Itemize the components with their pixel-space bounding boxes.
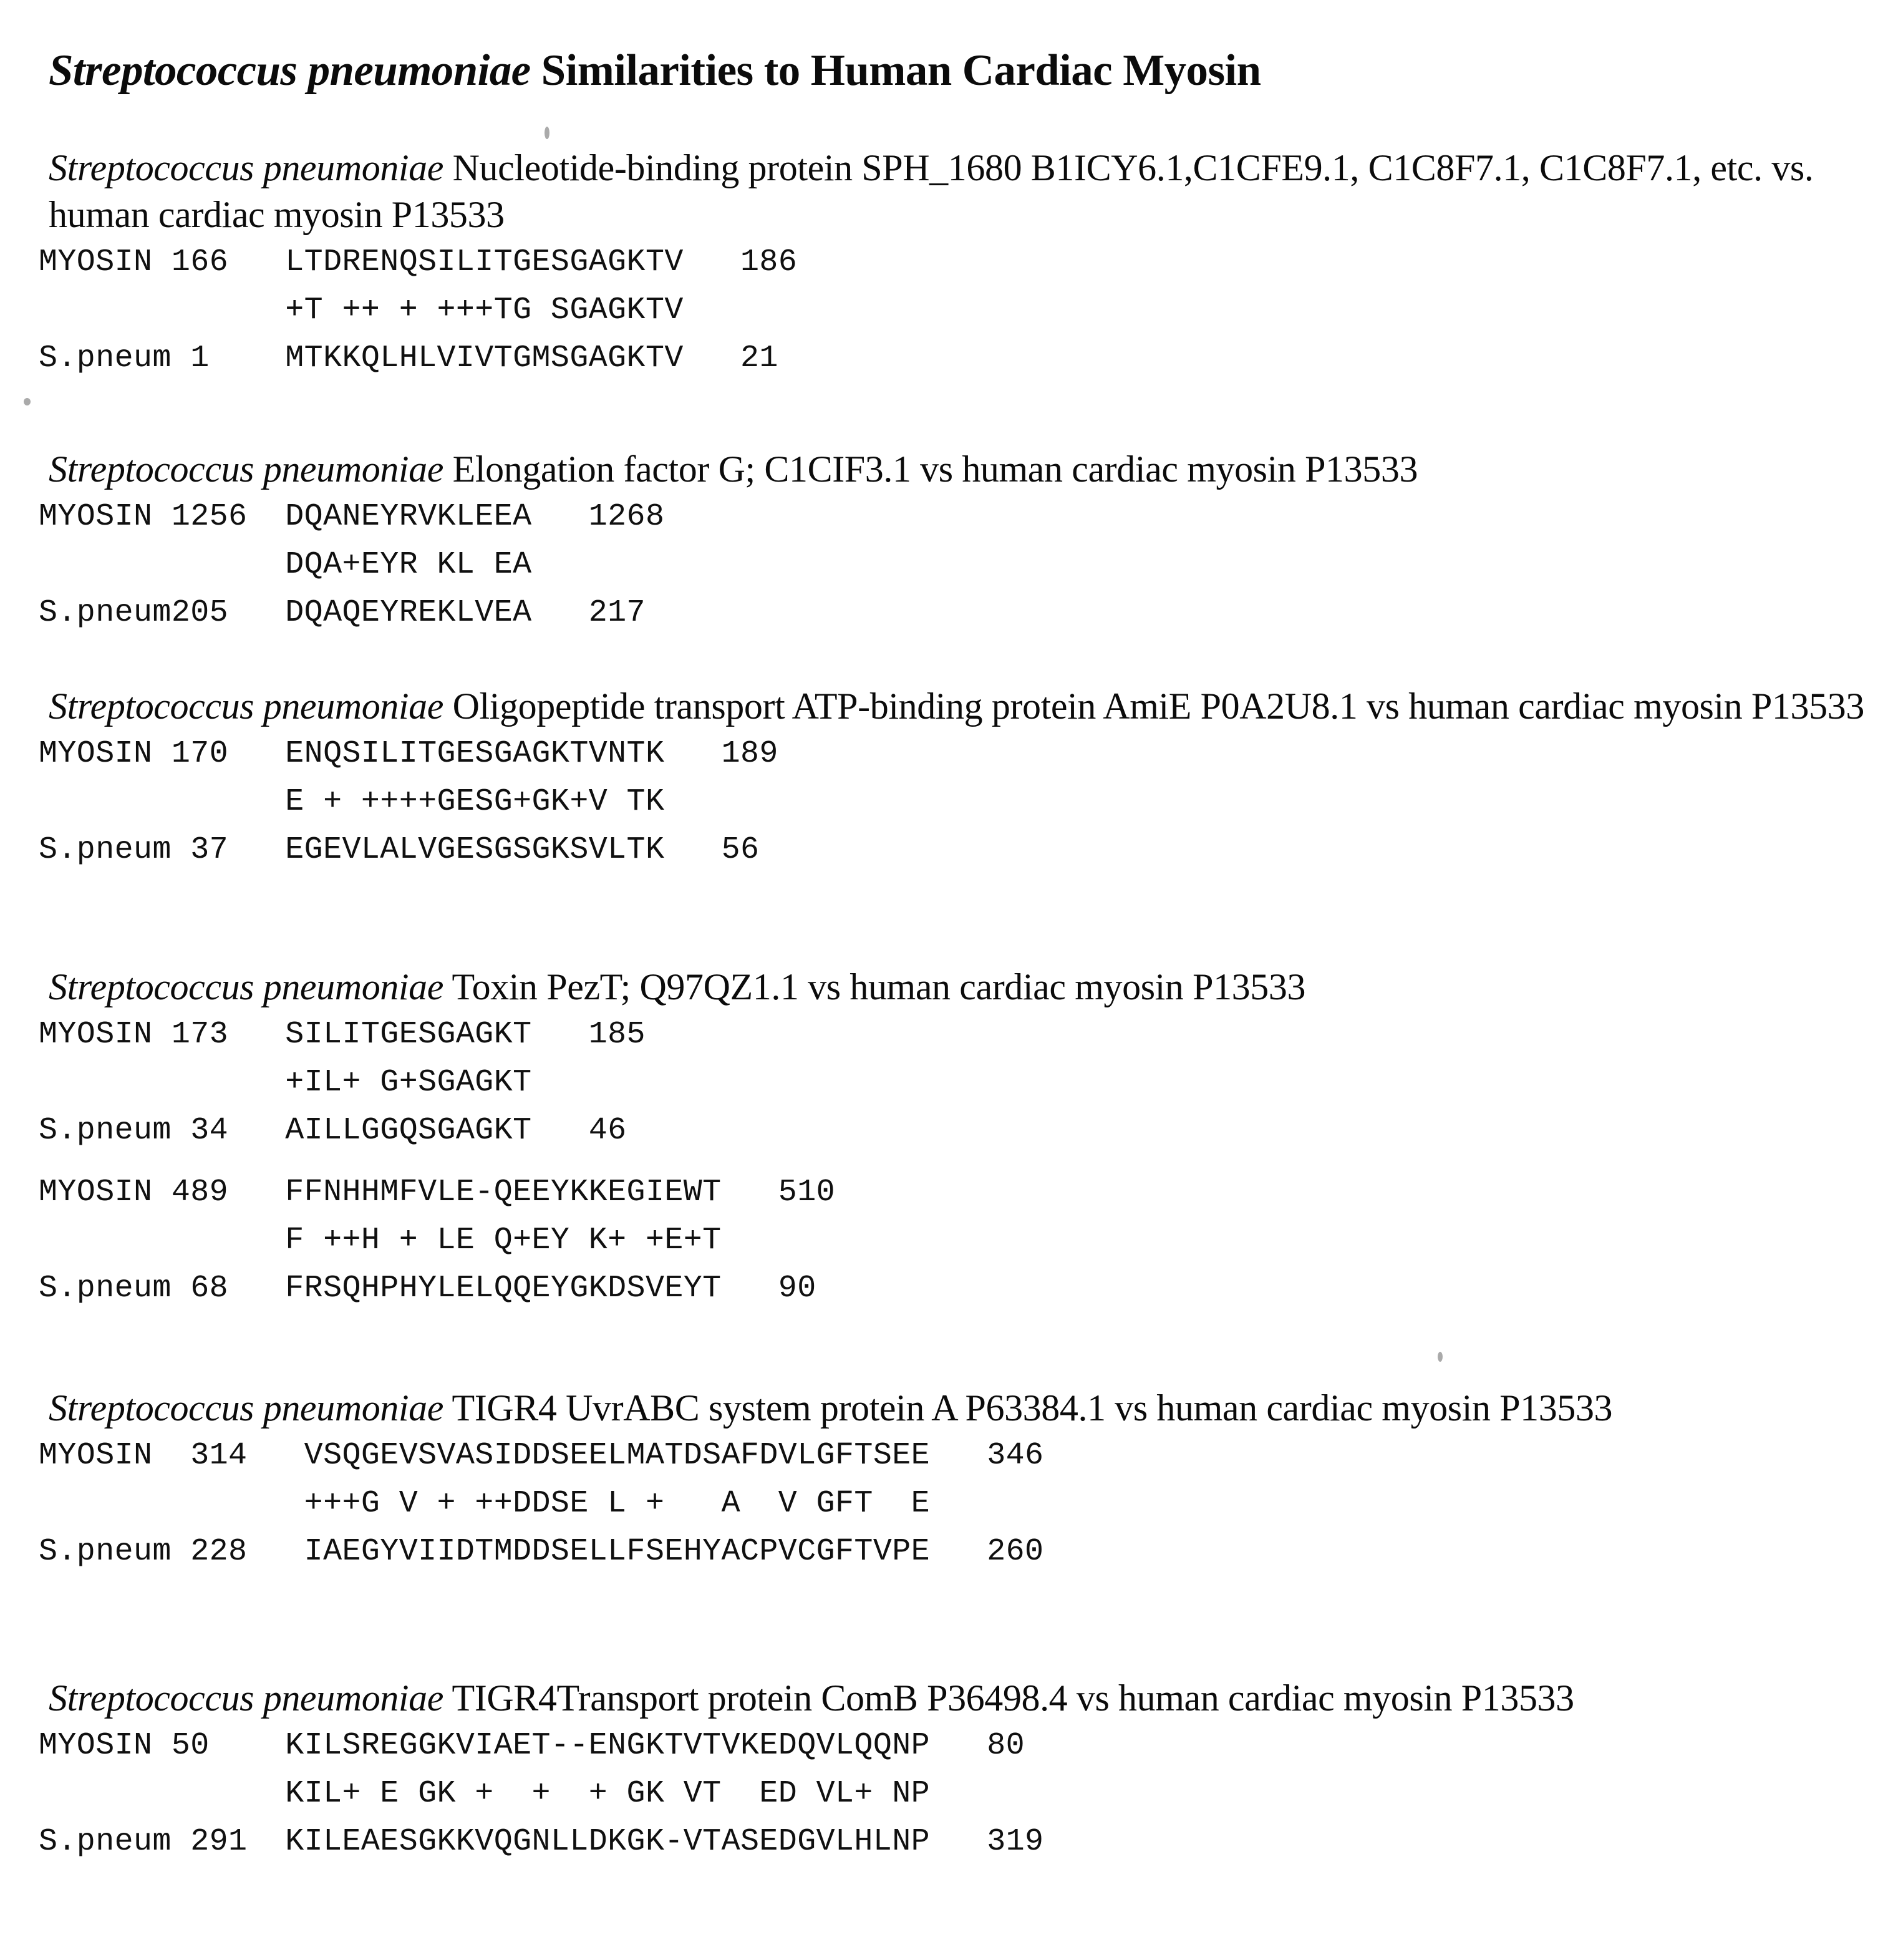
page-title-species: Streptococcus pneumoniae [49,46,531,95]
block-heading [0,683,1878,730]
heading-species: Streptococcus pneumoniae [49,686,443,727]
block-heading [0,145,1878,238]
alignment-block [0,964,1878,1312]
alignment-block [0,683,1878,874]
alignment-text [0,1432,1878,1576]
heading-species: Streptococcus pneumoniae [49,966,443,1007]
heading-rest: Nucleotide-binding protein SPH_1680 B1ICY6.1,C1CFE9.1, C1C8F7.1, C1C8F7.1, etc. vs. human cardiac myosin P13533 [49,147,1814,235]
scan-speck [545,127,549,139]
query-line: MYOSIN 50 KILSREGGKVIAET--ENGKTVTVKEDQVLQQNP 80 [39,1728,1025,1764]
alignment-text [0,493,1878,637]
block-heading [0,1675,1878,1722]
alignment-block [0,145,1878,382]
match-line: +IL+ G+SGAGKT [39,1065,532,1100]
heading-rest: Oligopeptide transport ATP-binding protein AmiE P0A2U8.1 vs human cardiac myosin P13533 [443,686,1864,727]
query-line: MYOSIN 489 FFNHHMFVLE-QEEYKKEGIEWT 510 [39,1175,836,1210]
match-line: +T ++ + +++TG SGAGKTV [39,293,684,328]
block-heading [0,446,1878,493]
heading-species: Streptococcus pneumoniae [49,147,443,188]
block-spacer [0,1155,1878,1168]
heading-rest: Toxin PezT; Q97QZ1.1 vs human cardiac myosin P13533 [443,966,1306,1007]
scan-speck [1438,1352,1443,1362]
subject-line: S.pneum 1 MTKKQLHLVIVTGMSGAGKTV 21 [39,341,778,376]
query-line: MYOSIN 170 ENQSILITGESGAGKTVNTK 189 [39,736,778,772]
match-line: +++G V + ++DDSE L + A V GFT E [39,1486,931,1521]
heading-species: Streptococcus pneumoniae [49,449,443,490]
heading-rest: TIGR4 UvrABC system protein A P63384.1 vs human cardiac myosin P13533 [443,1387,1613,1429]
scan-speck [24,398,31,405]
query-line: MYOSIN 1256 DQANEYRVKLEEA 1268 [39,499,665,535]
subject-line: S.pneum 37 EGEVLALVGESGSGKSVLTK 56 [39,832,760,868]
subject-line: S.pneum 68 FRSQHPHYLELQQEYGKDSVEYT 90 [39,1271,816,1306]
subject-line: S.pneum 291 KILEAESGKKVQGNLLDKGK-VTASEDGVLHLNP 319 [39,1824,1044,1860]
block-heading [0,1385,1878,1432]
alignment-text [0,1011,1878,1155]
alignment-text [0,1722,1878,1866]
heading-rest: Elongation factor G; C1CIF3.1 vs human cardiac myosin P13533 [443,449,1418,490]
heading-rest: TIGR4Transport protein ComB P36498.4 vs human cardiac myosin P13533 [443,1677,1574,1719]
alignment-text [0,730,1878,874]
query-line: MYOSIN 173 SILITGESGAGKT 185 [39,1017,646,1052]
subject-line: S.pneum205 DQAQEYREKLVEA 217 [39,595,646,631]
heading-species: Streptococcus pneumoniae [49,1677,443,1719]
query-line: MYOSIN 314 VSQGEVSVASIDDSEELMATDSAFDVLGFTSEE 346 [39,1438,1044,1473]
match-line: E + ++++GESG+GK+V TK [39,784,665,820]
match-line: DQA+EYR KL EA [39,547,532,583]
alignment-block [0,1675,1878,1866]
match-line: KIL+ E GK + + + GK VT ED VL+ NP [39,1776,931,1812]
alignment-block [0,446,1878,637]
block-heading [0,964,1878,1011]
alignment-text [0,1168,1878,1312]
subject-line: S.pneum 34 AILLGGQSGAGKT 46 [39,1113,627,1148]
heading-species: Streptococcus pneumoniae [49,1387,443,1429]
subject-line: S.pneum 228 IAEGYVIIDTMDDSELLFSEHYACPVCGFTVPE 260 [39,1534,1044,1569]
match-line: F ++H + LE Q+EY K+ +E+T [39,1223,722,1258]
alignment-text [0,238,1878,382]
query-line: MYOSIN 166 LTDRENQSILITGESGAGKTV 186 [39,245,798,280]
alignment-block [0,1385,1878,1576]
page-title-rest: Similarities to Human Cardiac Myosin [530,46,1261,95]
page-title [49,46,1261,95]
